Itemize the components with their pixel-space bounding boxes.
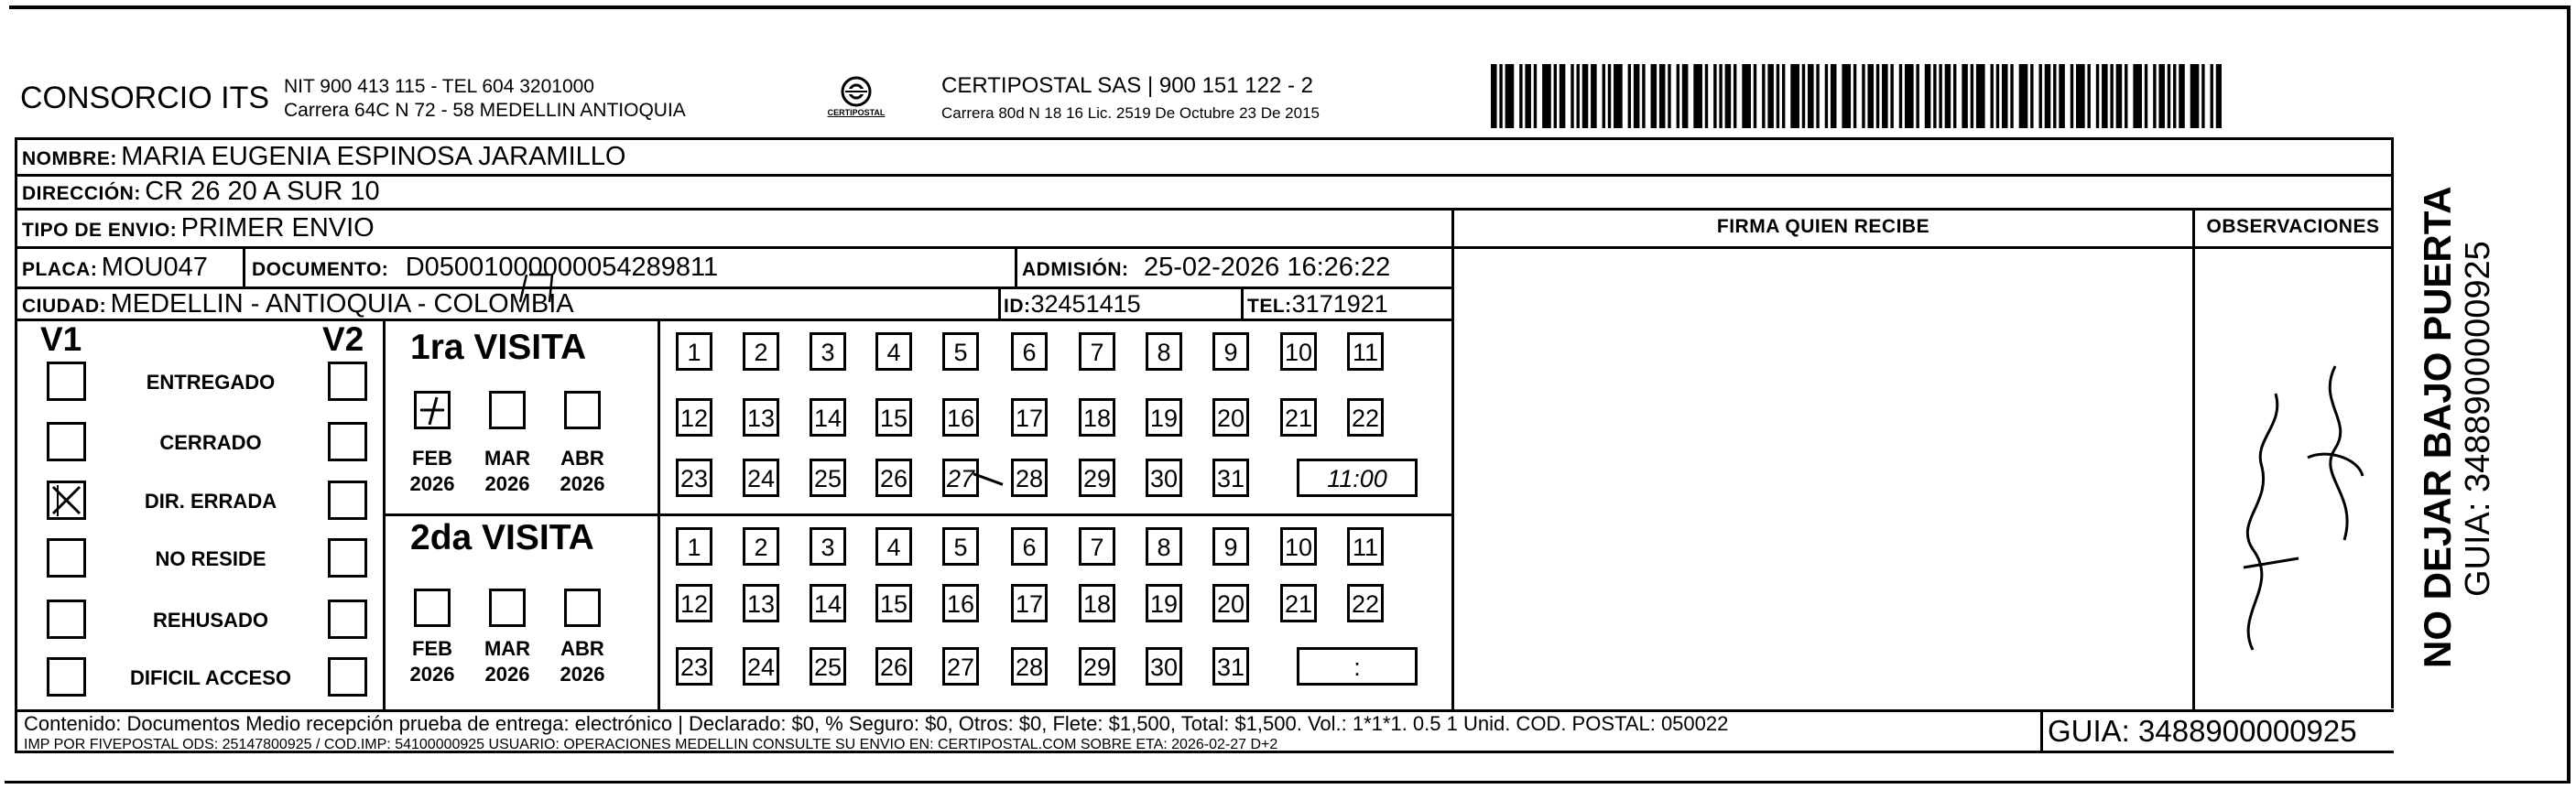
ciudad-label: CIUDAD:	[22, 296, 107, 317]
v2-checkbox[interactable]	[328, 362, 367, 401]
day-box[interactable]: 23	[676, 647, 712, 686]
placa-divider	[243, 246, 245, 286]
month-name: MAR	[484, 637, 531, 660]
admision-value: 25-02-2026 16:26:22	[1143, 253, 1391, 282]
visit-1-title: 1ra VISITA	[410, 328, 587, 367]
placa-row	[22, 248, 208, 291]
check-mark-icon	[417, 394, 448, 427]
footer-guia: GUIA: 3488900000925	[2048, 714, 2357, 748]
observaciones-divider	[2192, 208, 2195, 711]
side-warning: NO DEJAR BAJO PUERTA	[2416, 186, 2459, 668]
month-name: FEB	[412, 637, 452, 660]
logo-caption: CERTIPOSTAL	[827, 108, 886, 117]
v2-header: V2	[322, 320, 364, 358]
v2-checkbox[interactable]	[328, 481, 367, 520]
day-box[interactable]: 1	[676, 332, 712, 371]
day-box[interactable]: 14	[810, 584, 846, 622]
day-box[interactable]: 13	[743, 584, 779, 622]
company-nit: NIT 900 413 115 - TEL 604 3201000	[284, 76, 594, 97]
ciudad-value: MEDELLIN - ANTIOQUIA - COLOMBIA	[110, 289, 574, 319]
month-label	[478, 446, 537, 497]
day-box[interactable]: 9	[1212, 332, 1249, 371]
v1-checkbox[interactable]	[47, 481, 86, 520]
day-box[interactable]: 31	[1212, 647, 1249, 686]
day-box[interactable]: 11	[1347, 332, 1384, 371]
day-box[interactable]: 20	[1212, 398, 1249, 437]
barcode	[1491, 64, 2222, 128]
side-guia: GUIA: 3488900000925	[2459, 241, 2497, 597]
footer-guia-divider	[2040, 709, 2043, 753]
footer-imp: IMP POR FIVEPOSTAL ODS: 25147800925 / COD.IMP: 54100000925 USUARIO: OPERACIONES MEDELLIN CONSULTE SU ENVIO EN: CERTIPOSTAL.COM SOBRE ETA: 2026-02-27 D+2	[24, 737, 1278, 752]
day-box[interactable]: 25	[810, 647, 846, 686]
day-box[interactable]: 17	[1011, 584, 1048, 622]
v2-checkbox[interactable]	[328, 657, 367, 697]
month-year: 2026	[409, 472, 455, 495]
nombre-label: NOMBRE:	[22, 148, 117, 169]
v1-checkbox[interactable]	[47, 362, 86, 401]
v2-checkbox[interactable]	[328, 422, 367, 461]
day-box[interactable]: 7	[1079, 527, 1115, 566]
day-box[interactable]: 6	[1011, 527, 1048, 566]
day-box[interactable]: 15	[875, 584, 912, 622]
visit-divider	[383, 513, 1452, 516]
day-box[interactable]: 1	[676, 527, 712, 566]
day-box[interactable]: 21	[1280, 584, 1317, 622]
day-box[interactable]: 8	[1146, 527, 1182, 566]
v2-checkbox[interactable]	[328, 538, 367, 578]
tipo-value: PRIMER ENVIO	[180, 213, 375, 243]
month-checkbox[interactable]	[414, 589, 451, 627]
admision-row	[1022, 248, 1390, 291]
month-label	[553, 636, 612, 687]
day-box[interactable]: 18	[1079, 584, 1115, 622]
day-box[interactable]: 10	[1280, 332, 1317, 371]
day-box[interactable]: 22	[1347, 398, 1384, 437]
day-box[interactable]: 24	[743, 459, 779, 497]
day-box[interactable]: 29	[1079, 459, 1115, 497]
certipostal-logo	[820, 73, 893, 124]
day-box[interactable]: 27	[942, 647, 979, 686]
nombre-value: MARIA EUGENIA ESPINOSA JARAMILLO	[121, 142, 626, 171]
status-label: REHUSADO	[153, 609, 268, 632]
day-box[interactable]: 26	[875, 459, 912, 497]
footer-contenido: Contenido: Documentos Medio recepción prueba de entrega: electrónico | Declarado: $0, % Seguro: $0, Otros: $0, Flete: $1,500, Total: $1,500. Vol.: 1*1*1. 0.5 1 Unid. COD. POSTAL: 050022	[24, 712, 1729, 735]
month-checkbox[interactable]	[564, 391, 601, 429]
v1-checkbox[interactable]	[47, 600, 86, 639]
admision-divider	[1015, 246, 1017, 286]
v1-checkbox[interactable]	[47, 422, 86, 461]
day-box[interactable]: 31	[1212, 459, 1249, 497]
status-label: DIFICIL ACCESO	[129, 666, 291, 689]
visit-2-title: 2da VISITA	[410, 518, 594, 557]
table-left-line	[15, 137, 17, 753]
day-box[interactable]: 12	[676, 398, 712, 437]
documento-row	[252, 248, 718, 291]
company-info	[284, 75, 686, 123]
month-checkbox[interactable]	[414, 391, 451, 429]
top-border	[9, 5, 2567, 9]
month-year: 2026	[560, 663, 605, 686]
day-box[interactable]: 14	[810, 398, 846, 437]
day-box[interactable]: 7	[1079, 332, 1115, 371]
day-box[interactable]: 28	[1011, 647, 1048, 686]
observaciones-header: OBSERVACIONES	[2206, 216, 2380, 237]
day-box[interactable]: 5	[942, 527, 979, 566]
table-right-line	[2391, 137, 2394, 708]
firma-header: FIRMA QUIEN RECIBE	[1716, 216, 1930, 237]
month-name: MAR	[484, 447, 531, 470]
month-label	[403, 636, 462, 687]
day-box[interactable]: 19	[1146, 584, 1182, 622]
month-year: 2026	[560, 472, 605, 495]
company-address: Carrera 64C N 72 - 58 MEDELLIN ANTIOQUIA	[284, 100, 686, 121]
tel-value: 3171921	[1291, 290, 1388, 318]
day-box[interactable]: 20	[1212, 584, 1249, 622]
day-box[interactable]: 11	[1347, 527, 1384, 566]
tipo-row	[22, 210, 375, 251]
month-checkbox[interactable]	[489, 391, 526, 429]
day-box[interactable]: 8	[1146, 332, 1182, 371]
month-checkbox[interactable]	[489, 589, 526, 627]
day-box[interactable]: 10	[1280, 527, 1317, 566]
status-label: CERRADO	[159, 431, 262, 454]
documento-label: DOCUMENTO:	[252, 259, 389, 280]
day-box[interactable]: 23	[676, 459, 712, 497]
day-box[interactable]: 29	[1079, 647, 1115, 686]
signature-scribble	[2198, 339, 2381, 668]
placa-label: PLACA:	[22, 259, 98, 280]
carrier-address: Carrera 80d N 18 16 Lic. 2519 De Octubre 23 De 2015	[941, 104, 1320, 122]
status-label: DIR. ERRADA	[144, 490, 277, 513]
month-label	[553, 446, 612, 497]
day-box[interactable]: 2	[743, 332, 779, 371]
day-box[interactable]: 4	[875, 332, 912, 371]
tel-divider	[1241, 286, 1244, 319]
right-border	[2567, 5, 2571, 784]
documento-value: D05001000000054289811	[405, 253, 719, 282]
day-box[interactable]: 18	[1079, 398, 1115, 437]
check-mark-icon	[49, 483, 83, 517]
day-box[interactable]: 6	[1011, 332, 1048, 371]
day-box[interactable]: 19	[1146, 398, 1182, 437]
day-box[interactable]: 17	[1011, 398, 1048, 437]
month-name: FEB	[412, 447, 452, 470]
v2-checkbox[interactable]	[328, 600, 367, 639]
day-box[interactable]: 30	[1146, 647, 1182, 686]
tipo-label: TIPO DE ENVIO:	[22, 220, 178, 241]
tel-row	[1247, 288, 1388, 324]
direccion-value: CR 26 20 A SUR 10	[145, 177, 380, 206]
company-name: CONSORCIO ITS	[20, 81, 270, 115]
time-box[interactable]: :	[1297, 647, 1418, 686]
day-box[interactable]: 9	[1212, 527, 1249, 566]
day-box[interactable]: 4	[875, 527, 912, 566]
id-label: ID:	[1004, 296, 1031, 317]
direccion-row	[22, 175, 380, 212]
ciudad-row	[22, 288, 574, 324]
id-divider	[998, 286, 1001, 319]
month-name: ABR	[560, 637, 604, 660]
day-box[interactable]: 28	[1011, 459, 1048, 497]
day-box[interactable]: 21	[1280, 398, 1317, 437]
direccion-label: DIRECCIÓN:	[22, 183, 141, 204]
tel-label: TEL:	[1247, 296, 1292, 317]
month-year: 2026	[484, 663, 530, 686]
day-box[interactable]: 25	[810, 459, 846, 497]
day-box[interactable]: 3	[810, 527, 846, 566]
day-box[interactable]: 16	[942, 584, 979, 622]
day-box[interactable]: 26	[875, 647, 912, 686]
v1-checkbox[interactable]	[47, 657, 86, 697]
firma-divider	[1451, 208, 1454, 711]
status-label: ENTREGADO	[146, 371, 276, 394]
status-label: NO RESIDE	[155, 547, 266, 570]
month-year: 2026	[409, 663, 455, 686]
time-box[interactable]: 11:00	[1297, 459, 1418, 497]
v1-header: V1	[40, 320, 82, 358]
nombre-row	[22, 139, 625, 178]
v1-checkbox[interactable]	[47, 538, 86, 578]
day-box[interactable]: 15	[875, 398, 912, 437]
day-box[interactable]: 27	[942, 459, 979, 497]
id-row	[1004, 288, 1141, 324]
day-box[interactable]: 3	[810, 332, 846, 371]
month-label	[478, 636, 537, 687]
id-value: 32451415	[1030, 290, 1141, 318]
day-box[interactable]: 2	[743, 527, 779, 566]
day-box[interactable]: 16	[942, 398, 979, 437]
admision-label: ADMISIÓN:	[1022, 259, 1129, 280]
carrier-name: CERTIPOSTAL SAS | 900 151 122 - 2	[941, 73, 1313, 98]
day-box[interactable]: 24	[743, 647, 779, 686]
day-box[interactable]: 13	[743, 398, 779, 437]
month-name: ABR	[560, 447, 604, 470]
month-label	[403, 446, 462, 497]
month-checkbox[interactable]	[564, 589, 601, 627]
placa-value: MOU047	[101, 253, 208, 282]
month-year: 2026	[484, 472, 530, 495]
day-box[interactable]: 12	[676, 584, 712, 622]
bottom-border	[5, 781, 2571, 784]
day-box[interactable]: 5	[942, 332, 979, 371]
day-box[interactable]: 22	[1347, 584, 1384, 622]
day-mark	[973, 472, 1004, 485]
day-box[interactable]: 30	[1146, 459, 1182, 497]
